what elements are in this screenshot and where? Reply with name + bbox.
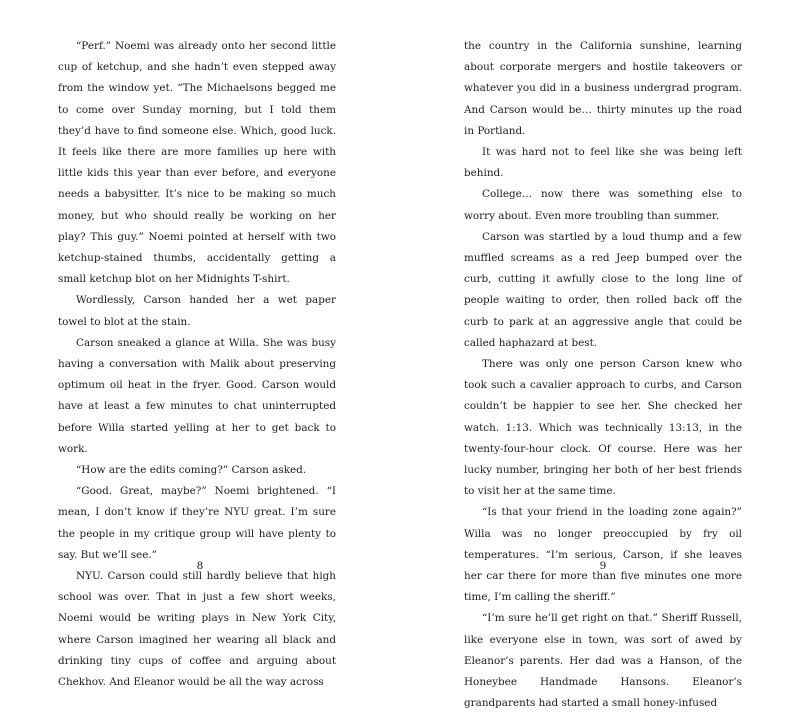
paragraph: Carson was startled by a loud thump and a few muffled screams as a red Jeep bumped over the curb, cutting it awfully close to the long line of people waiting to order, then rolled back off the curb to park at an aggressive angle that could be called haphazard at best. [464,230,742,349]
page-number: 8 [196,560,204,572]
page-number: 9 [599,560,607,572]
paragraph: There was only one person Carson knew who took such a cavalier approach to curbs, and Carson couldn’t be happier to see her. She checked her watch. 1:13. Which was technically 13:13, in the twenty-four-hour clock. Of course. Here was her lucky number, bringing her both of her best friends to visit her at the same time. [464,358,742,498]
continued-paragraph: the country in the California sunshine, learning about corporate mergers and hostile takeovers or whatever you did in a business undergrad program. And Carson would be… thirty minutes up the road in Portland. [464,40,742,137]
paragraph: “Is that your friend in the loading zone again?” Willa was no longer preoccupied by fry oil temperatures. “I’m serious, Carson, if she leaves her car there for more than five minutes one more time, I’m calling the sheriff.” [464,506,742,604]
paragraph: “Good. Great, maybe?” Noemi brightened. “I mean, I don’t know if they’re NYU great. I’m sure the people in my critique group will have plenty to say. But we’ll see.” [58,485,336,561]
paragraph: College… now there was something else to worry about. Even more troubling than summer. [464,188,742,222]
right-page-text [464,36,742,715]
paragraph: NYU. Carson could still hardly believe that high school was over. That in just a few short weeks, Noemi would be writing plays in New York City, where Carson imagined her wearing all black and drinking tiny cups of coffee and arguing about Chekhov. And Eleanor would be all the way across [58,570,336,689]
left-page-text [58,36,336,693]
right-page [400,0,800,710]
paragraph: It was hard not to feel like she was being left behind. [464,146,742,180]
paragraph: Carson sneaked a glance at Willa. She was busy having a conversation with Malik about preserving optimum oil heat in the fryer. Good. Carson would have at least a few minutes to chat uninterrupted before Willa started yelling at her to get back to work. [58,336,336,455]
paragraph: “How are the edits coming?” Carson asked. [76,464,307,477]
paragraph: Wordlessly, Carson handed her a wet paper towel to blot at the stain. [58,294,336,328]
paragraph: “Perf.” Noemi was already onto her second little cup of ketchup, and she hadn’t even stepped away from the window yet. “The Michaelsons begged me to come over Sunday morning, but I told them they’d have to find someone else. Which, good luck. It feels like there are more families up here with little kids this year than ever before, and everyone needs a babysitter. It’s nice to be making so much money, but who should really be working on her play? This guy.” Noemi pointed at herself with two ketchup-stained thumbs, accidentally getting a small ketchup blot on her Midnights T-shirt. [58,40,336,286]
left-page [0,0,400,689]
paragraph: “I’m sure he’ll get right on that.” Sheriff Russell, like everyone else in town, was sort of awed by Eleanor’s parents. Her dad was a Hanson, of the Honeybee Handmade Hansons. Eleanor’s grandparents had started a small honey-infused [464,612,742,710]
